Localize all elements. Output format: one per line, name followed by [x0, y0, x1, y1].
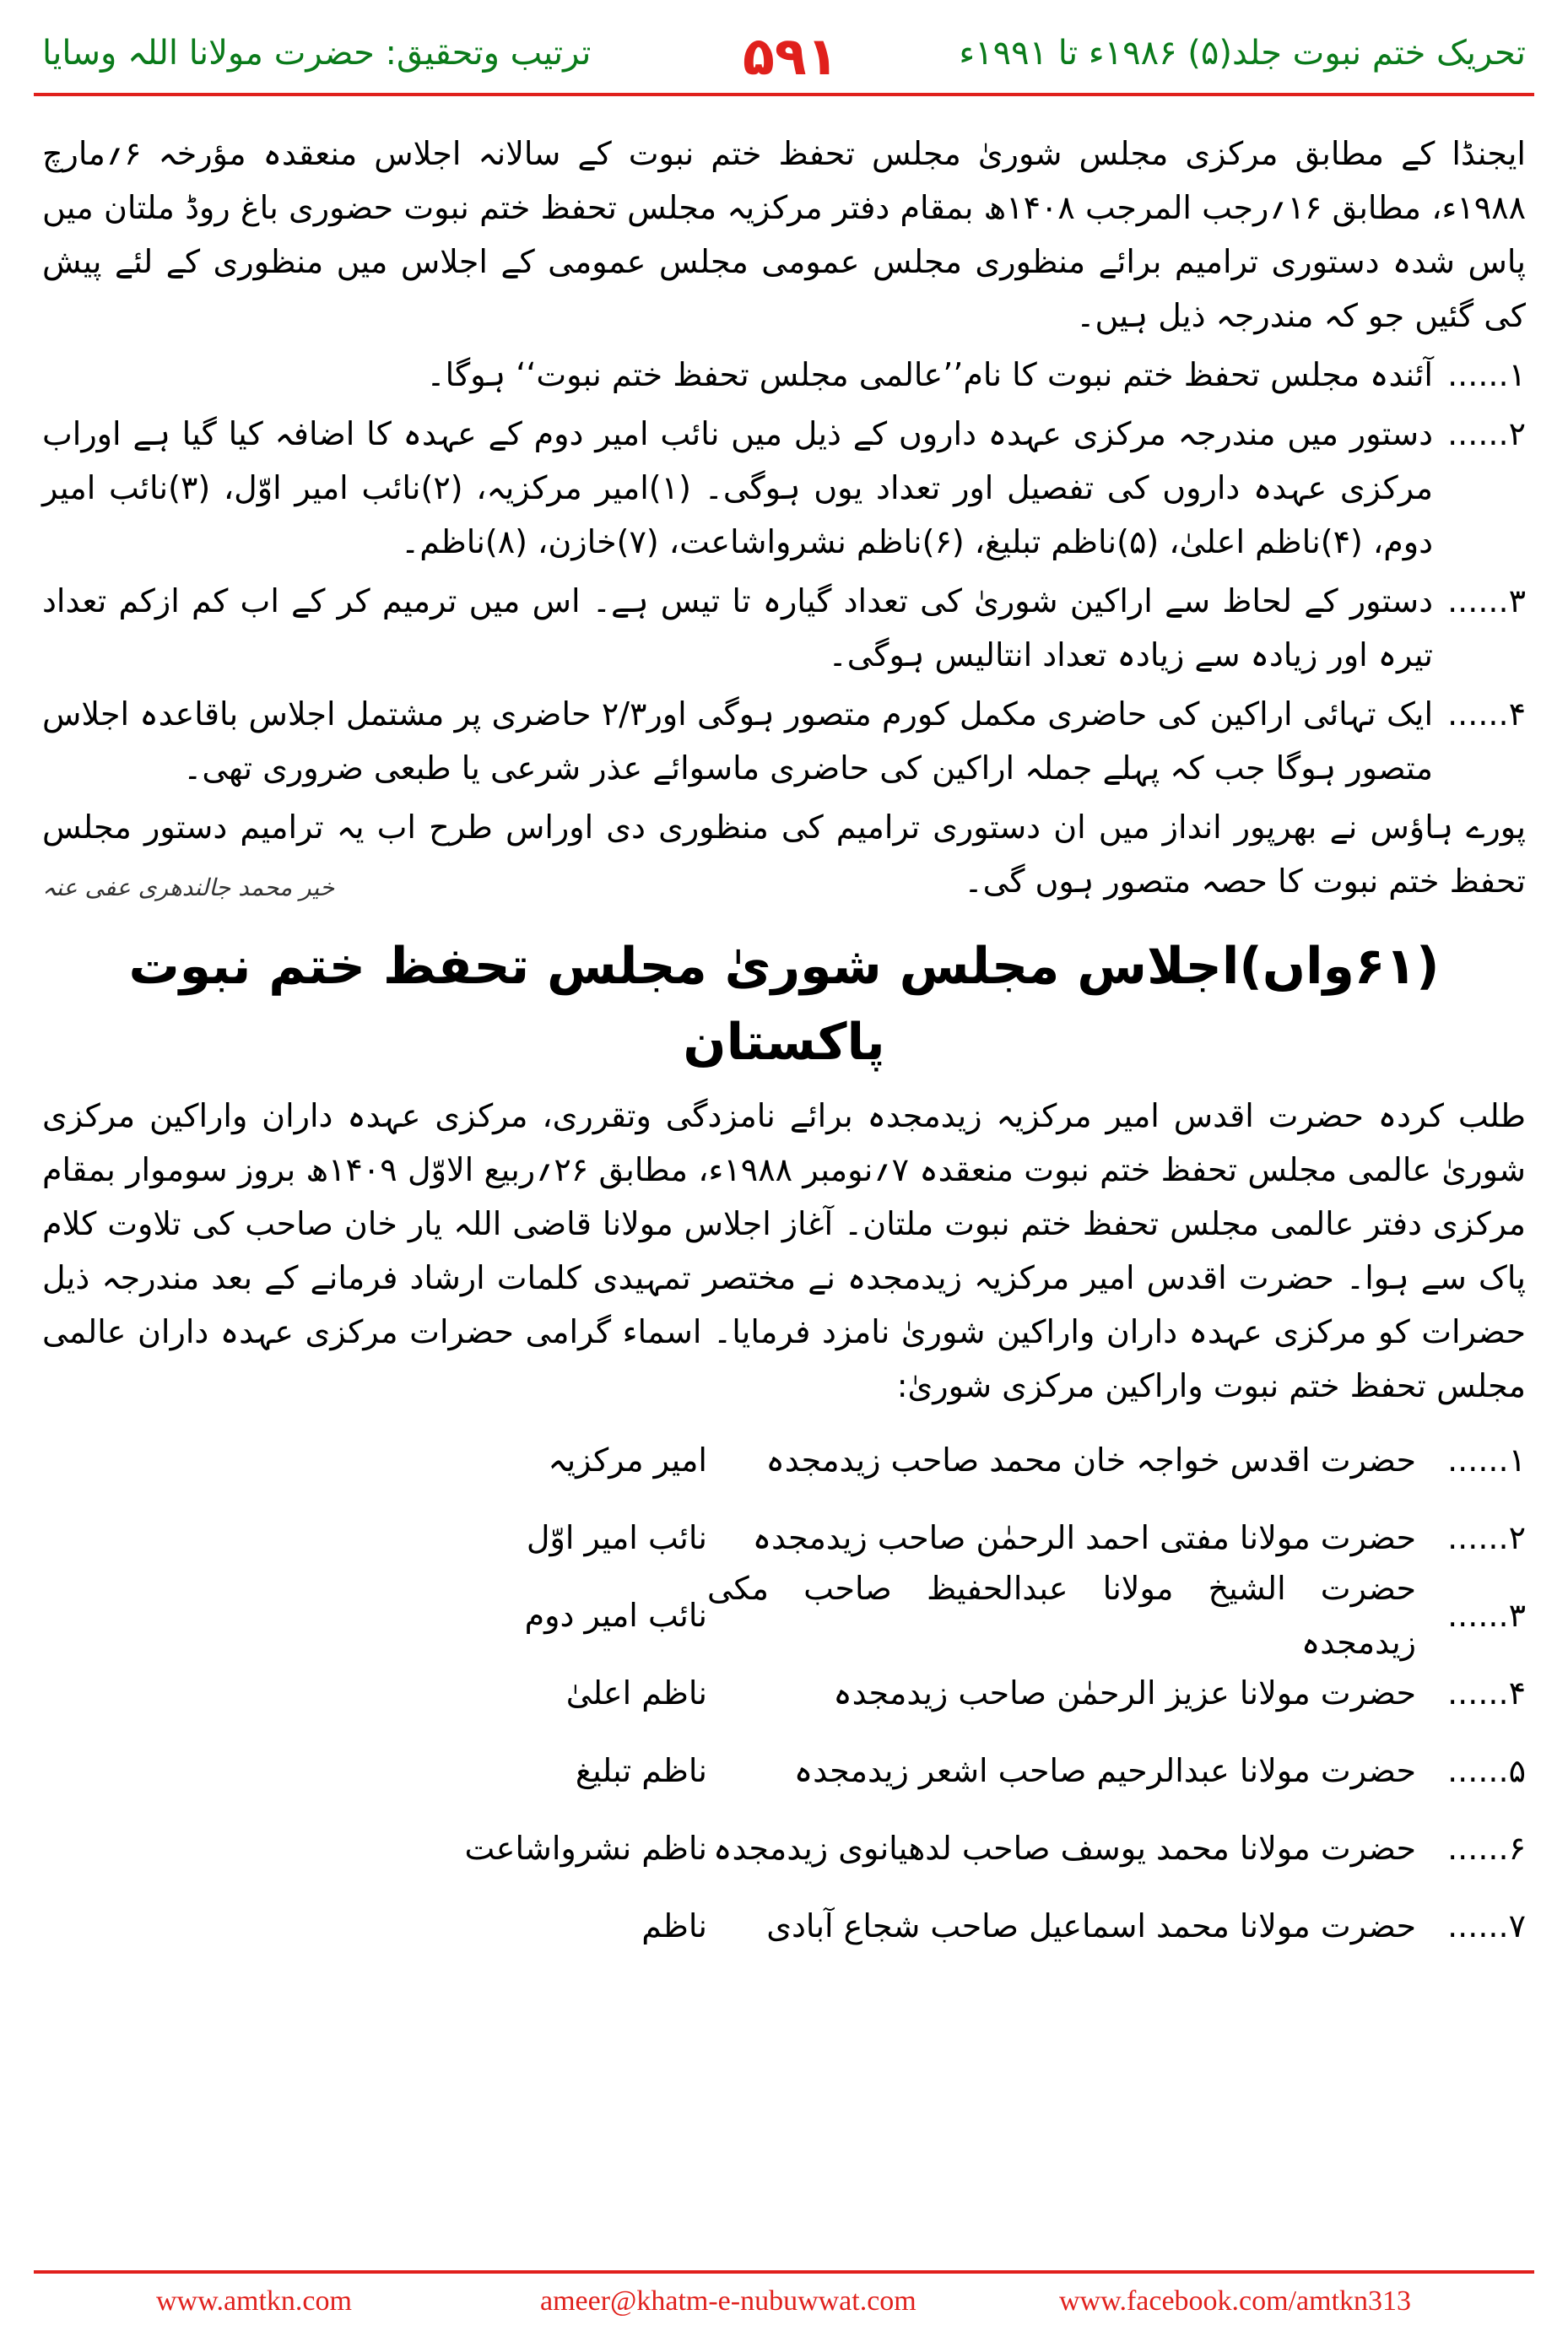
closing-paragraph: پورے ہاؤس نے بھرپور انداز میں ان دستوری ترامیم کی منظوری دی اوراس طرح اب یہ ترامیم دستور مجلس تحفظ ختم نبوت کا حصہ متصور ہوں گی۔	[42, 809, 1526, 900]
official-role: ناظم تبلیغ	[575, 1752, 707, 1789]
header-divider	[34, 93, 1534, 96]
official-number: ۷......	[1447, 1907, 1526, 1944]
item-text: دستور کے لحاظ سے اراکین شوریٰ کی تعداد گیارہ تا تیس ہے۔ اس میں ترمیم کر کے اب کم ازکم تعداد تیرہ اور زیادہ سے زیادہ تعداد انتالیس ہوگی۔	[42, 582, 1433, 673]
list-item	[42, 574, 1526, 682]
officials-list	[42, 1421, 1526, 1965]
list-item	[42, 687, 1526, 795]
official-name: حضرت مولانا محمد اسماعیل صاحب شجاع آبادی	[766, 1907, 1416, 1944]
official-role: ناظم نشرواشاعت	[464, 1830, 707, 1867]
official-name: حضرت مولانا مفتی احمد الرحمٰن صاحب زیدمجدہ	[752, 1519, 1416, 1556]
official-role: امیر مرکزیہ	[548, 1441, 707, 1479]
email-link[interactable]: ameer@khatm-e-nubuwwat.com	[540, 2285, 916, 2317]
official-name: حضرت مولانا محمد یوسف صاحب لدھیانوی زیدمجدہ	[713, 1830, 1416, 1867]
session-paragraph: طلب کردہ حضرت اقدس امیر مرکزیہ زیدمجدہ برائے نامزدگی وتقرری، مرکزی عہدہ داران واراکین مرکزی شوریٰ عالمی مجلس تحفظ ختم نبوت منعقدہ ۷؍نومبر ۱۹۸۸ء، مطابق ۲۶؍ربیع الاوّل ۱۴۰۹ھ بروز سوموار بمقام مرکزی دفتر عالمی مجلس تحفظ ختم نبوت ملتان۔ آغاز اجلاس مولانا قاضی اللہ یار خان صاحب کی تلاوت کلام پاک سے ہوا۔ حضرت اقدس امیر مرکزیہ زیدمجدہ نے مختصر تمہیدی کلمات ارشاد فرمانے کے بعد مندرجہ ذیل حضرات کو مرکزی عہدہ داران واراکین شوریٰ نامزد فرمایا۔ اسماء گرامی حضرات مرکزی عہدہ داران عالمی مجلس تحفظ ختم نبوت واراکین مرکزی شوریٰ:	[42, 1097, 1526, 1404]
official-number: ۶......	[1447, 1830, 1526, 1867]
official-row	[42, 1887, 1526, 1965]
signature: خیر محمد جالندھری عفی عنہ	[42, 874, 335, 901]
item-text: آئندہ مجلس تحفظ ختم نبوت کا نام’’عالمی مجلس تحفظ ختم نبوت‘‘ ہوگا۔	[426, 356, 1433, 393]
official-name: حضرت اقدس خواجہ خان محمد صاحب زیدمجدہ	[765, 1441, 1416, 1479]
section-heading: (۶۱واں)اجلاس مجلس شوریٰ مجلس تحفظ ختم نبوت پاکستان	[128, 937, 1440, 1072]
official-role: نائب امیر اوّل	[526, 1519, 707, 1556]
item-number: ۴......	[1447, 695, 1526, 733]
official-row	[42, 1732, 1526, 1809]
official-number: ۳......	[1447, 1597, 1526, 1634]
page-header	[0, 0, 1568, 93]
compiler-credit: ترتیب وتحقیق: حضرت مولانا اللہ وسایا	[42, 34, 592, 73]
website-link[interactable]: www.amtkn.com	[156, 2285, 352, 2317]
official-name: حضرت الشیخ مولانا عبدالحفیظ صاحب مکی زیدمجدہ	[707, 1570, 1416, 1661]
official-number: ۴......	[1447, 1674, 1526, 1712]
official-row	[42, 1809, 1526, 1887]
page-footer	[0, 2279, 1568, 2329]
footer-divider	[34, 2270, 1534, 2274]
official-row	[42, 1654, 1526, 1732]
official-name: حضرت مولانا عزیز الرحمٰن صاحب زیدمجدہ	[833, 1674, 1416, 1712]
official-name: حضرت مولانا عبدالرحیم صاحب اشعر زیدمجدہ	[793, 1752, 1416, 1789]
item-number: ۲......	[1447, 415, 1526, 452]
facebook-link[interactable]: www.facebook.com/amtkn313	[1059, 2285, 1412, 2317]
official-role: ناظم اعلیٰ	[565, 1674, 707, 1712]
item-number: ۳......	[1447, 582, 1526, 619]
item-text: دستور میں مندرجہ مرکزی عہدہ داروں کے ذیل میں نائب امیر دوم کے عہدہ کا اضافہ کیا گیا ہے اوراب مرکزی عہدہ داروں کی تفصیل اور تعداد یوں ہوگی۔ (۱)امیر مرکزیہ، (۲)نائب امیر اوّل، (۳)نائب امیر دوم، (۴)ناظم اعلیٰ، (۵)ناظم تبلیغ، (۶)ناظم نشرواشاعت، (۷)خازن، (۸)ناظم۔	[42, 415, 1434, 560]
list-item	[42, 407, 1526, 569]
official-row	[42, 1570, 1526, 1661]
official-number: ۱......	[1447, 1441, 1526, 1479]
list-item	[42, 348, 1526, 402]
book-title: تحریک ختم نبوت جلد(۵) ۱۹۸۶ء تا ۱۹۹۱ء	[959, 34, 1526, 73]
page-number: ۵۹۱	[743, 25, 839, 87]
official-row	[42, 1421, 1526, 1499]
item-number: ۱......	[1447, 356, 1526, 393]
item-text: ایک تہائی اراکین کی حاضری مکمل کورم متصور ہوگی اور۲/۳ حاضری پر مشتمل اجلاس باقاعدہ اجلاس متصور ہوگا جب کہ پہلے جملہ اراکین کی حاضری ماسوائے عذر شرعی یا طبعی ضروری تھی۔	[42, 695, 1433, 787]
intro-paragraph: ایجنڈا کے مطابق مرکزی مجلس شوریٰ مجلس تحفظ ختم نبوت کے سالانہ اجلاس منعقدہ مؤرخہ ۶؍مارچ ۱۹۸۸ء، مطابق ۱۶؍رجب المرجب ۱۴۰۸ھ بمقام دفتر مرکزیہ مجلس تحفظ ختم نبوت حضوری باغ روڈ ملتان میں پاس شدہ دستوری ترامیم برائے منظوری مجلس عمومی مجلس عمومی کے اجلاس میں منظوری کے لئے پیش کی گئیں جو کہ مندرجہ ذیل ہیں۔	[42, 135, 1527, 334]
page-body	[42, 127, 1526, 1965]
official-number: ۲......	[1447, 1519, 1526, 1556]
official-number: ۵......	[1447, 1752, 1526, 1789]
official-role: نائب امیر دوم	[524, 1597, 707, 1634]
official-role: ناظم	[641, 1907, 707, 1944]
